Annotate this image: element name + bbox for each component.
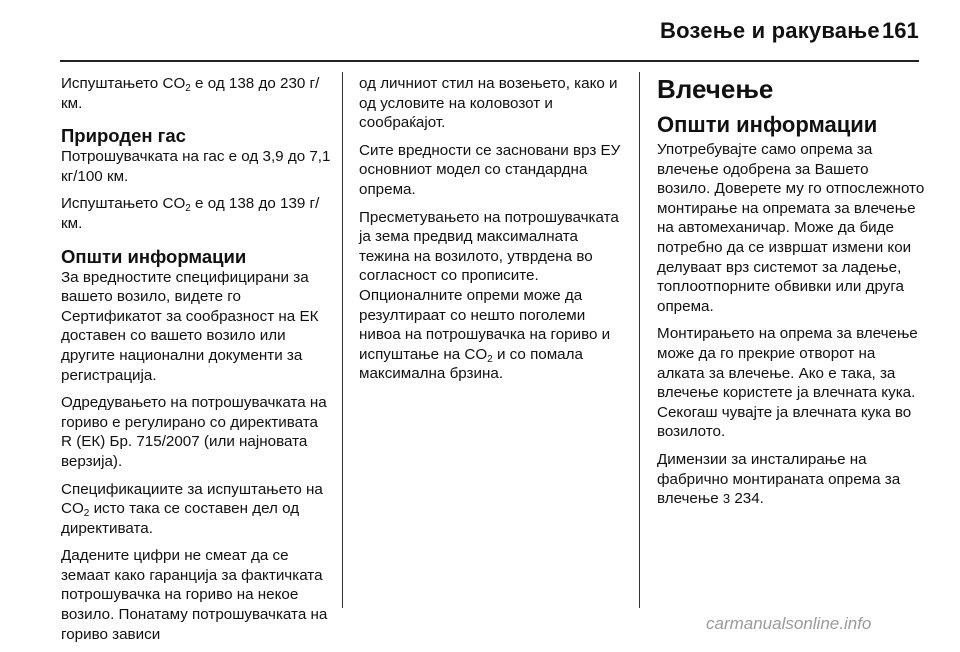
header-rule xyxy=(60,60,919,62)
driving-style-paragraph: од личниот стил на возењето, како и од условите на коловозот и сообраќајот. xyxy=(359,75,618,132)
gas-co2-paragraph: Испуштањето $CO_2$ е од 138 до 139 г/км. xyxy=(61,195,320,232)
specification-paragraph: Спецификациите за испуштањето на $CO_2$ исто така се составен дел од директивата. xyxy=(61,480,323,537)
section-heading-general-info: Општи информации xyxy=(61,245,247,267)
guarantee-paragraph: Дадените цифри не смеат да се земаат како гаранција за фактичката потрошувачка на гориво на некое возило. Понатаму потрошувачката на гориво зависи xyxy=(61,547,328,643)
running-header: Возење и ракување xyxy=(660,18,880,43)
co2-emission-paragraph: Испуштањето $CO_2$ е од 138 до 230 г/км. xyxy=(61,75,320,112)
towing-equipment-paragraph: Употребувајте само опрема за влечење одобрена за Вашето возило. Доверете му го отпослежното монтирање на опремата за влечење на автомеханичар. Може да биде потребно да се извршат измени кои делуваат врз системот за ладење, топлоотпорните обвивки или друга опрема. xyxy=(657,141,925,315)
section-heading-natural-gas: Природен гас xyxy=(61,125,186,147)
column-1 xyxy=(61,74,333,652)
gas-consumption-paragraph: Потрошувачката на гас е од 3,9 до 7,1 кг/100 км. xyxy=(61,148,331,185)
calculation-paragraph: Пресметувањето на потрошувачката ја зема предвид максималната тежина на возилото, утврдена во согласност со прописите. Опционалните опреми може да резултираат со нешто поголеми нивоа на потрошувачка на гориво и испуштање на $CO_2$ и со помала максимална брзина. xyxy=(359,208,619,383)
certificate-paragraph: За вредностите специфицирани за вашето возило, видете го Сертификатот за сообразност на ЕК доставен со вашето возило или другите национални документи за регистрација. xyxy=(61,268,319,384)
cross-reference-arrow-icon[interactable]: 3 xyxy=(722,491,731,507)
column-2 xyxy=(359,74,627,392)
watermark: carmanualsonline.info xyxy=(706,614,872,633)
column-divider-1 xyxy=(342,72,343,608)
base-model-paragraph: Сите вредности се засновани врз ЕУ основниот модел со стандардна опрема. xyxy=(359,141,621,198)
column-3 xyxy=(657,74,925,517)
installation-dimensions-paragraph: Димензии за инсталирање на фабрично монтираната опрема за влечење 3 234. xyxy=(657,450,901,508)
directive-paragraph: Одредувањето на потрошувачката на гориво е регулирано со директивата R (ЕК) Бр. 715/2007 (или најновата верзија). xyxy=(61,394,327,470)
column-divider-2 xyxy=(639,72,640,608)
towing-eye-paragraph: Монтирањето на опрема за влечење може да го прекрие отворот на алката за влечење. Ако е така, за влечење користете ја влечната кука. Секогаш чувајте ја влечната кука во возилото. xyxy=(657,325,918,441)
page-number: 161 xyxy=(882,18,919,43)
page-reference-link[interactable]: 234. xyxy=(730,490,764,508)
chapter-heading-towing: Влечење xyxy=(657,74,774,104)
section-heading-towing-general: Општи информации xyxy=(657,112,878,137)
